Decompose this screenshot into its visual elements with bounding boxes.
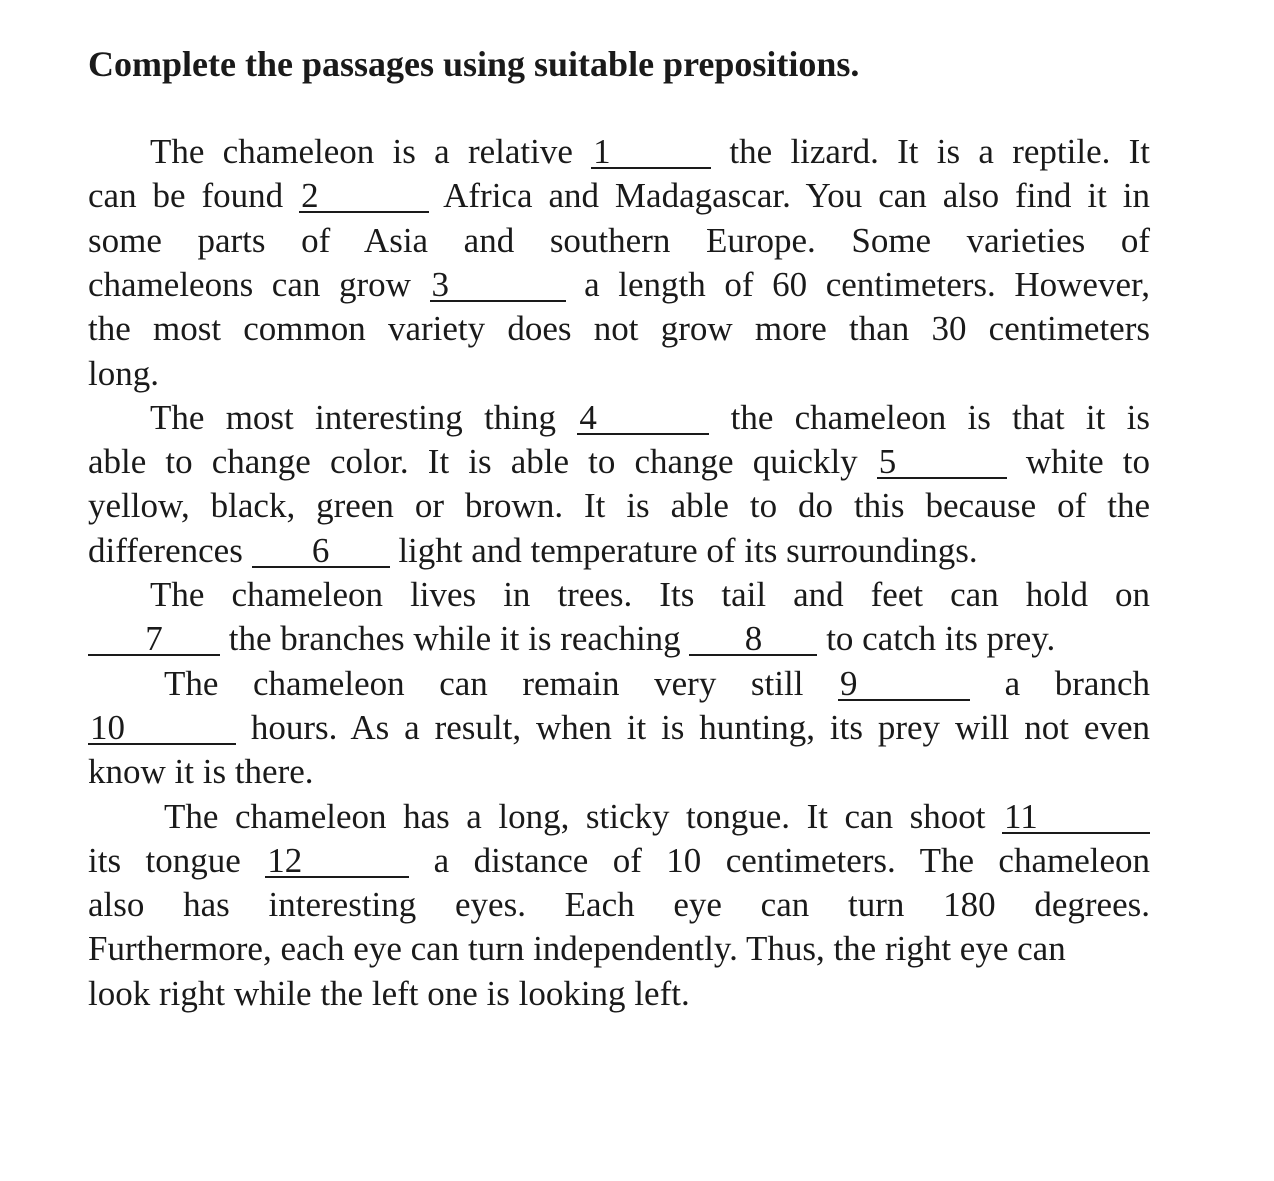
answer-blank-7[interactable]: 7 <box>88 622 220 656</box>
answer-blank-3[interactable]: 3 <box>430 268 566 302</box>
passage-line <box>88 130 1150 174</box>
answer-blank-8[interactable]: 8 <box>689 622 817 656</box>
passage-line <box>88 573 1150 617</box>
passage-line <box>88 972 1150 1016</box>
passage-line <box>88 352 1150 396</box>
passage-text-segment: the most common variety does not grow more than 30 centimeters <box>88 309 1150 349</box>
passage-line <box>88 750 1150 794</box>
passage-text-segment: The chameleon has a long, sticky tongue. It can shoot <box>164 796 1002 836</box>
passage-text-segment: look right while the left one is looking left. <box>88 973 690 1013</box>
answer-blank-10[interactable]: 10 <box>88 711 236 745</box>
answer-blank-2[interactable]: 2 <box>299 179 429 213</box>
passage-text-segment: the branches while it is reaching <box>220 619 690 659</box>
passage-line <box>88 263 1150 307</box>
answer-blank-1[interactable]: 1 <box>591 135 711 169</box>
passage-line <box>88 219 1150 263</box>
passage-text-segment: to catch its prey. <box>817 619 1056 659</box>
passage-line <box>88 795 1150 839</box>
passage-text-segment: the chameleon is that it is <box>709 397 1150 437</box>
answer-blank-12[interactable]: 12 <box>265 844 409 878</box>
passage-line <box>88 883 1150 927</box>
passage-line <box>88 706 1150 750</box>
passage-text-segment: the lizard. It is a reptile. It <box>711 132 1151 171</box>
passage-text-segment: hours. As a result, when it is hunting, its prey will not even <box>236 707 1150 747</box>
passage-text-segment: a distance of 10 centimeters. The chameleon <box>409 840 1151 880</box>
passage-line <box>88 484 1150 528</box>
passage-line <box>88 927 1150 971</box>
passage-text-segment: The chameleon can remain very still <box>164 663 839 703</box>
passage-text-segment: Furthermore, each eye can turn independently. Thus, the right eye can <box>88 929 1066 969</box>
passage-text-segment: some parts of Asia and southern Europe. Some varieties of <box>88 220 1150 260</box>
passage-text-segment: know it is there. <box>88 752 314 792</box>
passage-line <box>88 440 1150 484</box>
passage-line <box>88 662 1150 706</box>
passage-text-segment: its tongue <box>88 840 266 880</box>
passage-text-segment: a branch <box>970 663 1151 703</box>
passage-text-segment: yellow, black, green or brown. It is able to do this because of the <box>88 486 1150 526</box>
passage-text-segment: Africa and Madagascar. You can also find it in <box>429 176 1150 216</box>
answer-blank-5[interactable]: 5 <box>877 445 1007 479</box>
passage-text-segment: chameleons can grow <box>88 264 430 304</box>
passage-line <box>88 307 1150 351</box>
answer-blank-4[interactable]: 4 <box>577 401 709 435</box>
passage-line <box>88 396 1150 440</box>
passage-text-segment: also has interesting eyes. Each eye can turn 180 degrees. <box>88 885 1150 925</box>
answer-blank-6[interactable]: 6 <box>252 534 390 568</box>
passage-text-segment: a length of 60 centimeters. However, <box>565 264 1150 304</box>
answer-blank-11[interactable]: 11 <box>1002 800 1150 834</box>
answer-blank-9[interactable]: 9 <box>838 667 970 701</box>
passage-text-segment: The chameleon is a relative <box>150 132 592 171</box>
passage-text-segment: The chameleon lives in trees. Its tail and feet can hold on <box>150 575 1150 614</box>
passage-text-segment: light and temperature of its surroundings. <box>389 530 978 570</box>
passage-text-segment: white to <box>1006 442 1151 482</box>
exercise-instructions: Complete the passages using suitable prepositions. <box>88 44 860 84</box>
passage-text-segment: long. <box>88 353 159 393</box>
passage-text-segment: can be found <box>88 176 300 216</box>
passage-text-segment: able to change color. It is able to change quickly <box>88 442 877 482</box>
passage-line <box>88 617 1150 661</box>
passage-text-segment: The most interesting thing <box>150 397 578 437</box>
passage-line <box>88 839 1150 883</box>
passage-line <box>88 174 1150 218</box>
passage-text-segment: differences <box>88 530 252 570</box>
passage-line <box>88 529 1150 573</box>
